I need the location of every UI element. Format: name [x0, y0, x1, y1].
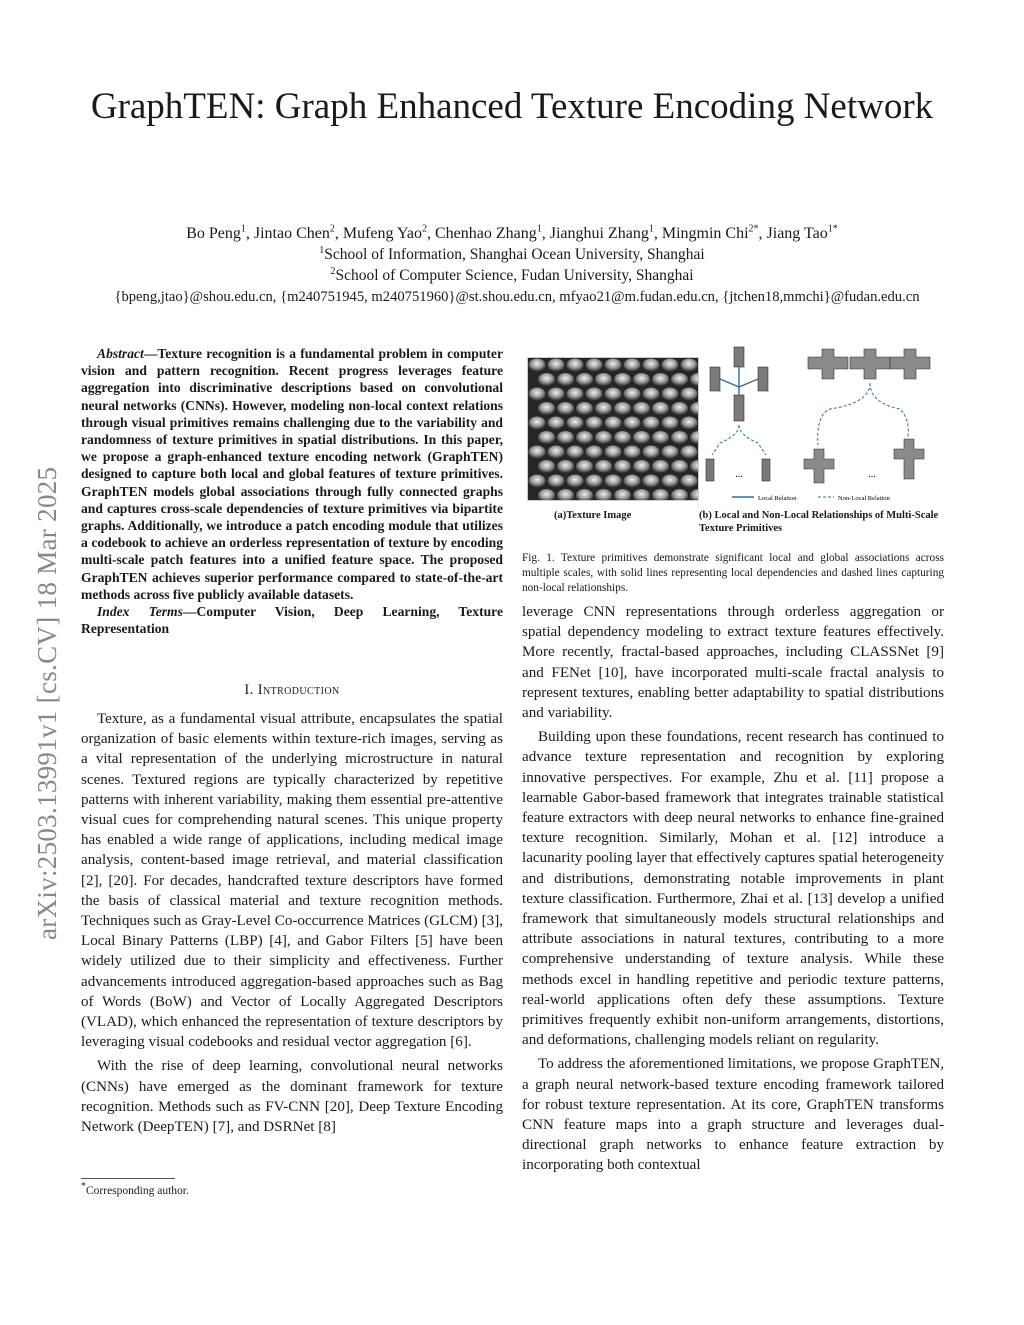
ellipsis-left: ...	[735, 469, 743, 480]
weave-knot	[548, 417, 565, 430]
subcaption-a: (a)Texture Image	[554, 510, 632, 521]
weave-knot	[595, 431, 612, 444]
weave-knot	[633, 402, 650, 415]
weave-knot	[662, 475, 679, 488]
weave-knot	[605, 388, 622, 401]
weave-knot	[576, 402, 593, 415]
primitive-node	[710, 367, 720, 391]
weave-knot	[681, 475, 698, 488]
weave-knot	[643, 446, 660, 459]
ellipsis-right: ...	[868, 469, 876, 480]
left-column-body	[81, 709, 503, 1141]
weave-knot	[586, 475, 603, 488]
weave-knot	[681, 388, 698, 401]
author-list: Bo Peng$^1$, Jintao Chen$^2$, Mufeng Yao$^2$, Chenhao Zhang$^1$, Jianghui Zhang$^1$, Mingmin Chi$^{2*}$, Jiang Tao$^{1*}$	[186, 223, 838, 242]
weave-knot	[548, 359, 565, 372]
footnote-rule	[81, 1178, 175, 1179]
weave-knot	[624, 359, 641, 372]
weave-knot	[614, 373, 631, 386]
weave-knot	[529, 359, 546, 372]
weave-knot	[529, 417, 546, 430]
primitive-node	[808, 349, 848, 379]
author: Jiang Tao	[766, 225, 828, 242]
weave-knot	[652, 431, 669, 444]
author: Bo Peng	[186, 225, 241, 242]
paragraph: With the rise of deep learning, convolutional neural networks (CNNs) have emerged as the dominant framework for texture recognition. Methods such as FV-CNN [20], Deep Texture Encoding Network (DeepTEN) [7], and DSRNet [8]	[81, 1058, 503, 1136]
weave-knot	[548, 446, 565, 459]
weave-knot	[643, 475, 660, 488]
paragraph: Building upon these foundations, recent research has continued to advance texture representation and recognition by exploring innovative perspectives. For example, Zhu et al. [11] propose a learnable Gabor-based framework that integrates trainable statistical feature extractors with deep neural networks to enhance fine-grained texture recognition. Similarly, Mohan et al. [12] introduce a lacunarity pooling layer that effectively captures spatial heterogeneity and distributions, demonstrating notable improvements in plant texture classification. Furthermore, Zhai et al. [13] develop a unified framework that simultaneously models structural relationships and attribute associations in natural textures, contributing to a more comprehensive understanding of texture analysis. While these methods excel in handling repetitive and periodic texture patterns, real-world applications often defy these assumptions. Texture primitives frequently exhibit non-uniform arrangements, distortions, and deformations, challenging models reliant on regularity.	[522, 729, 944, 1049]
paragraph: To address the aforementioned limitations, we propose GraphTEN, a graph neural network-based texture encoding framework tailored for robust texture representation. At its core, GraphTEN transforms CNN feature maps into a graph structure and leverages dual-directional graph networks to enhance feature extraction by incorporating both contextual	[522, 1056, 944, 1174]
weave-knot	[681, 359, 698, 372]
weave-knot	[643, 359, 660, 372]
weave-knot	[643, 388, 660, 401]
weave-knot	[595, 402, 612, 415]
primitive-node	[762, 459, 770, 481]
weave-knot	[681, 417, 698, 430]
legend-local: Local Relation	[758, 495, 797, 502]
index-terms-text: —Computer Vision, Deep Learning, Texture Representation	[81, 604, 503, 637]
weave-knot	[671, 373, 688, 386]
weave-knot	[548, 475, 565, 488]
primitive-node	[758, 367, 768, 391]
author: Jianghui Zhang	[549, 225, 649, 242]
paragraph: leverage CNN representations through orderless aggregation or spatial dependency modeling to extract texture features effectively. More recently, fractal-based approaches, including CLASSNet [9] and FENet [10], have incorporated multi-scale fractal analysis to represent textures, enabling better adaptability to spatial distributions and variability.	[522, 604, 944, 722]
index-terms-label: Index Terms	[97, 604, 183, 620]
author: Mufeng Yao	[342, 225, 422, 242]
weave-knot	[567, 417, 584, 430]
weave-knot	[538, 431, 555, 444]
paper-title: GraphTEN: Graph Enhanced Texture Encoding Network	[90, 86, 934, 127]
weave-knot	[624, 417, 641, 430]
weave-knot	[624, 388, 641, 401]
weave-knot	[643, 417, 660, 430]
weave-knot	[652, 402, 669, 415]
weave-knot	[633, 373, 650, 386]
weave-knot	[662, 359, 679, 372]
affiliation-1: $^1$School of Information, Shanghai Ocean University, Shanghai	[319, 244, 705, 263]
primitive-node	[734, 395, 744, 421]
primitive-node	[890, 349, 930, 379]
author-emails: {bpeng,jtao}@shou.edu.cn, {m240751945, m240751960}@st.shou.edu.cn, mfyao21@m.fudan.edu.cn, {jtchen18,mmchi}@fudan.edu.cn	[114, 289, 920, 305]
weave-knot	[605, 417, 622, 430]
section-heading: I. Introduction	[244, 682, 340, 698]
weave-knot	[567, 359, 584, 372]
subcaption-b: (b) Local and Non-Local Relationships of Multi-Scale Texture Primitives	[699, 510, 939, 534]
author: Chenhao Zhang	[435, 225, 537, 242]
figure-caption	[522, 551, 944, 596]
weave-knot	[557, 460, 574, 473]
weave-knot	[529, 446, 546, 459]
weave-knot	[662, 446, 679, 459]
figure-caption-text: Texture primitives demonstrate significant local and global associations across multiple scales, with solid lines representing local dependencies and dashed lines capturing non-local relationships.	[522, 552, 944, 594]
abstract-label: Abstract	[97, 346, 144, 361]
abstract-text: —Texture recognition is a fundamental problem in computer vision and pattern recognition. Recent progress leverages feature aggregation into discriminative descriptions based on convolutional neural networks (CNNs). However, modeling non-local context relations through visual primitives remains challenging due to the variability and randomness of texture primitives in spatial distributions. In this paper, we propose a graph-enhanced texture encoding network (GraphTEN) designed to capture both local and global features of texture primitives. GraphTEN models global associations through fully connected graphs and captures cross-scale dependencies of texture primitives via bipartite graphs. Additionally, we introduce a patch encoding module that utilizes a codebook to achieve an orderless representation of texture by encoding multi-scale patch features into a unified feature space. The proposed GraphTEN achieves superior performance compared to state-of-the-art methods across five publicly available datasets.	[81, 346, 503, 602]
weave-knot	[538, 402, 555, 415]
paragraph: Texture, as a fundamental visual attribute, encapsulates the spatial organization of basic elements within texture-rich images, serving as a vital representation of the underlying microstructure in natural scenes. Textured regions are typically characterized by repetitive patterns with inherent variability, making them essential pre-attentive visual cues for comprehending natural scenes. This unique property has enabled a wide range of applications, including medical image analysis, content-based image retrieval, and material classification [2], [20]. For decades, handcrafted texture descriptors have formed the basis of classical material and texture recognition methods. Techniques such as Gray-Level Co-occurrence Matrices (GLCM) [3], Local Binary Patterns (LBP) [4], and Gabor Filters [5] have been widely utilized due to their simplicity and effectiveness. Further advancements introduced aggregation-based approaches such as Bag of Words (BoW) and Vector of Locally Aggregated Descriptors (VLAD), which enhanced the representation of texture descriptors by leveraging visual codebooks and residual vector aggregation [6].	[81, 711, 503, 1051]
weave-knot	[567, 388, 584, 401]
weave-knot	[662, 417, 679, 430]
weave-knot	[605, 446, 622, 459]
weave-knot	[652, 460, 669, 473]
primitive-node	[850, 349, 890, 379]
weave-knot	[681, 446, 698, 459]
weave-knot	[671, 402, 688, 415]
weave-knot	[605, 475, 622, 488]
arxiv-identifier: arXiv:2503.13991v1 [cs.CV] 18 Mar 2025	[32, 466, 62, 940]
weave-knot	[595, 460, 612, 473]
weave-knot	[671, 431, 688, 444]
weave-knot	[576, 460, 593, 473]
weave-knot	[614, 402, 631, 415]
weave-knot	[614, 460, 631, 473]
primitive-node	[894, 439, 924, 479]
weave-knot	[529, 388, 546, 401]
author: Mingmin Chi	[661, 225, 749, 242]
weave-knot	[567, 475, 584, 488]
weave-knot	[567, 446, 584, 459]
affiliation-2: $^2$School of Computer Science, Fudan University, Shanghai	[330, 265, 694, 284]
weave-knot	[586, 446, 603, 459]
weave-knot	[557, 431, 574, 444]
weave-knot	[586, 359, 603, 372]
legend-nonlocal: Non-Local Relation	[838, 495, 890, 502]
primitive-node	[706, 459, 714, 481]
weave-knot	[671, 460, 688, 473]
primitive-graph-diagram	[700, 343, 944, 505]
primitive-node	[734, 347, 744, 367]
weave-knot	[614, 431, 631, 444]
weave-knot	[662, 388, 679, 401]
author: Jintao Chen	[253, 225, 330, 242]
weave-knot	[538, 373, 555, 386]
weave-knot	[595, 373, 612, 386]
weave-knot	[624, 475, 641, 488]
weave-knot	[538, 460, 555, 473]
figure-label: Fig. 1.	[522, 552, 555, 564]
weave-knot	[529, 475, 546, 488]
weave-knot	[624, 446, 641, 459]
texture-image	[527, 357, 699, 501]
weave-knot	[557, 402, 574, 415]
weave-knot	[586, 388, 603, 401]
weave-knot	[605, 359, 622, 372]
weave-knot	[548, 388, 565, 401]
primitive-node	[804, 449, 834, 483]
right-column-body	[522, 602, 944, 1180]
abstract	[81, 345, 503, 637]
weave-knot	[576, 373, 593, 386]
weave-knot	[652, 373, 669, 386]
weave-knot	[586, 417, 603, 430]
weave-knot	[557, 373, 574, 386]
footnote: *Corresponding author.	[81, 1181, 189, 1197]
weave-knot	[633, 460, 650, 473]
weave-knot	[576, 431, 593, 444]
weave-knot	[633, 431, 650, 444]
